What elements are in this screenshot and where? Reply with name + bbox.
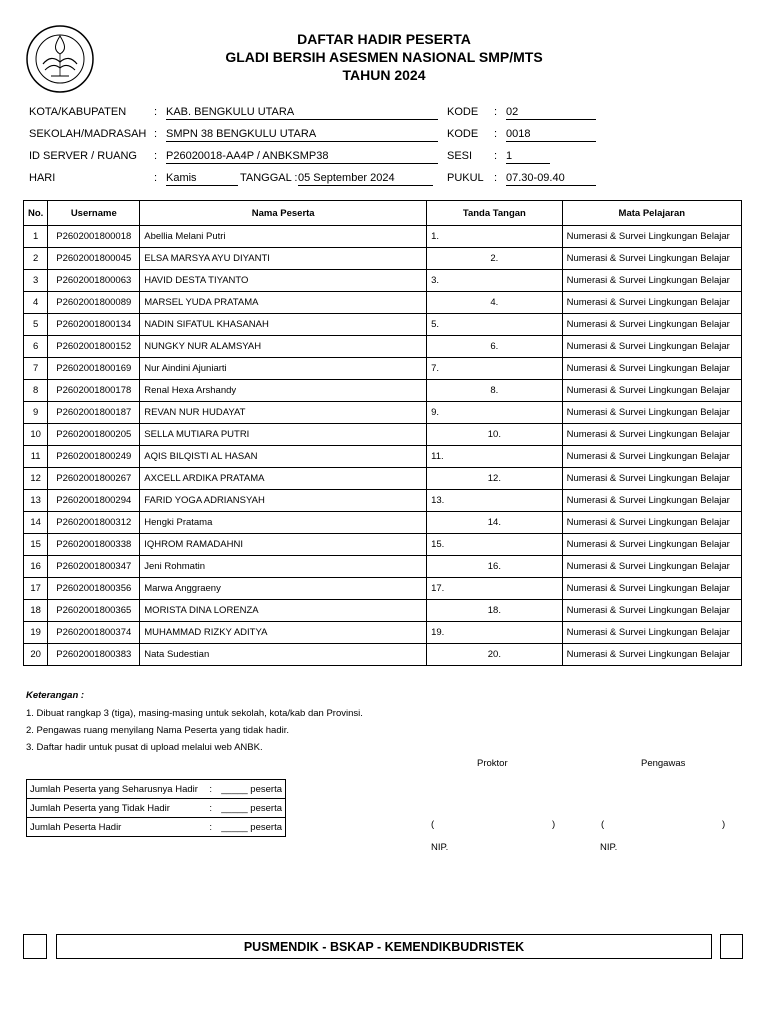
- summary-label: Jumlah Peserta yang Seharusnya Hadir: [27, 780, 207, 799]
- row-nama-peserta: NADIN SIFATUL KHASANAH: [140, 314, 427, 336]
- pengawas-label: Pengawas: [641, 758, 686, 769]
- row-mata-pelajaran: Numerasi & Survei Lingkungan Belajar: [562, 226, 741, 248]
- row-tanda-tangan: 2.: [427, 248, 563, 270]
- row-tanda-tangan: 1.: [427, 226, 563, 248]
- row-number: 15: [24, 534, 48, 556]
- table-row: [24, 578, 742, 600]
- tanggal-value: 05 September 2024: [298, 172, 433, 186]
- row-number: 10: [24, 424, 48, 446]
- row-nama-peserta: REVAN NUR HUDAYAT: [140, 402, 427, 424]
- summary-label: Jumlah Peserta Hadir: [27, 818, 207, 837]
- row-number: 8: [24, 380, 48, 402]
- header-username: Username: [48, 201, 140, 226]
- pukul-label: PUKUL: [447, 172, 484, 184]
- header-nama-peserta: Nama Peserta: [140, 201, 427, 226]
- row-username: P2602001800134: [48, 314, 140, 336]
- sesi-label: SESI: [447, 150, 473, 162]
- row-number: 4: [24, 292, 48, 314]
- row-nama-peserta: IQHROM RAMADAHNI: [140, 534, 427, 556]
- footer-banner: PUSMENDIK - BSKAP - KEMENDIKBUDRISTEK: [56, 934, 712, 959]
- hari-label: HARI: [29, 172, 56, 184]
- table-row: [24, 270, 742, 292]
- summary-value: _____ peserta: [218, 799, 285, 818]
- row-tanda-tangan: 6.: [427, 336, 563, 358]
- row-username: P2602001800383: [48, 644, 140, 666]
- row-mata-pelajaran: Numerasi & Survei Lingkungan Belajar: [562, 292, 741, 314]
- row-username: P2602001800338: [48, 534, 140, 556]
- colon: :: [494, 128, 498, 140]
- colon: :: [154, 150, 158, 162]
- row-username: P2602001800374: [48, 622, 140, 644]
- document-year: TAHUN 2024: [342, 67, 426, 83]
- summary-value: _____ peserta: [218, 818, 285, 837]
- row-number: 7: [24, 358, 48, 380]
- row-nama-peserta: Renal Hexa Arshandy: [140, 380, 427, 402]
- row-mata-pelajaran: Numerasi & Survei Lingkungan Belajar: [562, 270, 741, 292]
- note-item: 1. Dibuat rangkap 3 (tiga), masing-masing untuk sekolah, kota/kab dan Provinsi.: [26, 708, 363, 719]
- row-tanda-tangan: 17.: [427, 578, 563, 600]
- row-mata-pelajaran: Numerasi & Survei Lingkungan Belajar: [562, 380, 741, 402]
- row-nama-peserta: NUNGKY NUR ALAMSYAH: [140, 336, 427, 358]
- row-tanda-tangan: 18.: [427, 600, 563, 622]
- row-username: P2602001800152: [48, 336, 140, 358]
- row-tanda-tangan: 10.: [427, 424, 563, 446]
- row-mata-pelajaran: Numerasi & Survei Lingkungan Belajar: [562, 446, 741, 468]
- colon: :: [154, 172, 158, 184]
- row-username: P2602001800063: [48, 270, 140, 292]
- kode1-value: 02: [506, 106, 596, 120]
- header-tanda-tangan: Tanda Tangan: [427, 201, 563, 226]
- row-number: 17: [24, 578, 48, 600]
- row-nama-peserta: SELLA MUTIARA PUTRI: [140, 424, 427, 446]
- document-title: DAFTAR HADIR PESERTA: [297, 31, 471, 47]
- kode2-label: KODE: [447, 128, 479, 140]
- row-username: P2602001800312: [48, 512, 140, 534]
- row-username: P2602001800178: [48, 380, 140, 402]
- summary-value: _____ peserta: [218, 780, 285, 799]
- hari-value: Kamis: [166, 172, 238, 186]
- row-nama-peserta: HAVID DESTA TIYANTO: [140, 270, 427, 292]
- proktor-name-close: ): [552, 819, 556, 830]
- row-nama-peserta: AQIS BILQISTI AL HASAN: [140, 446, 427, 468]
- row-username: P2602001800089: [48, 292, 140, 314]
- footer-right-box: [720, 934, 743, 959]
- row-username: P2602001800169: [48, 358, 140, 380]
- row-number: 1: [24, 226, 48, 248]
- sekolah-label: SEKOLAH/MADRASAH: [29, 128, 147, 140]
- colon: :: [206, 818, 218, 837]
- row-mata-pelajaran: Numerasi & Survei Lingkungan Belajar: [562, 490, 741, 512]
- table-row: [24, 534, 742, 556]
- colon: :: [154, 128, 158, 140]
- notes-title: Keterangan :: [26, 690, 85, 701]
- note-item: 2. Pengawas ruang menyilang Nama Peserta yang tidak hadir.: [26, 725, 289, 736]
- row-nama-peserta: Hengki Pratama: [140, 512, 427, 534]
- pukul-value: 07.30-09.40: [506, 172, 596, 186]
- row-tanda-tangan: 12.: [427, 468, 563, 490]
- summary-box: [26, 779, 286, 837]
- row-tanda-tangan: 13.: [427, 490, 563, 512]
- table-row: [24, 600, 742, 622]
- footer-left-box: [23, 934, 47, 959]
- table-row: [24, 358, 742, 380]
- document-subtitle: GLADI BERSIH ASESMEN NASIONAL SMP/MTS: [225, 49, 543, 65]
- row-nama-peserta: MORISTA DINA LORENZA: [140, 600, 427, 622]
- row-mata-pelajaran: Numerasi & Survei Lingkungan Belajar: [562, 644, 741, 666]
- row-tanda-tangan: 4.: [427, 292, 563, 314]
- pengawas-name-close: ): [722, 819, 726, 830]
- table-row: [24, 402, 742, 424]
- header-mata-pelajaran: Mata Pelajaran: [562, 201, 741, 226]
- row-tanda-tangan: 20.: [427, 644, 563, 666]
- pengawas-name-open: (: [601, 819, 605, 830]
- row-nama-peserta: MARSEL YUDA PRATAMA: [140, 292, 427, 314]
- table-row: [24, 556, 742, 578]
- row-tanda-tangan: 16.: [427, 556, 563, 578]
- pengawas-nip: NIP.: [600, 842, 618, 853]
- row-number: 5: [24, 314, 48, 336]
- colon: :: [206, 799, 218, 818]
- row-tanda-tangan: 9.: [427, 402, 563, 424]
- row-mata-pelajaran: Numerasi & Survei Lingkungan Belajar: [562, 248, 741, 270]
- row-tanda-tangan: 11.: [427, 446, 563, 468]
- row-mata-pelajaran: Numerasi & Survei Lingkungan Belajar: [562, 512, 741, 534]
- note-item: 3. Daftar hadir untuk pusat di upload melalui web ANBK.: [26, 742, 263, 753]
- row-tanda-tangan: 15.: [427, 534, 563, 556]
- row-number: 18: [24, 600, 48, 622]
- row-username: P2602001800365: [48, 600, 140, 622]
- row-mata-pelajaran: Numerasi & Survei Lingkungan Belajar: [562, 600, 741, 622]
- row-mata-pelajaran: Numerasi & Survei Lingkungan Belajar: [562, 534, 741, 556]
- kode1-label: KODE: [447, 106, 479, 118]
- row-nama-peserta: Nur Aindini Ajuniarti: [140, 358, 427, 380]
- table-row: [24, 490, 742, 512]
- row-username: P2602001800045: [48, 248, 140, 270]
- row-username: P2602001800187: [48, 402, 140, 424]
- row-number: 2: [24, 248, 48, 270]
- row-mata-pelajaran: Numerasi & Survei Lingkungan Belajar: [562, 556, 741, 578]
- table-row: [24, 292, 742, 314]
- row-username: P2602001800267: [48, 468, 140, 490]
- proktor-nip: NIP.: [431, 842, 449, 853]
- row-number: 6: [24, 336, 48, 358]
- table-row: [24, 644, 742, 666]
- row-tanda-tangan: 5.: [427, 314, 563, 336]
- row-username: P2602001800347: [48, 556, 140, 578]
- kota-value: KAB. BENGKULU UTARA: [166, 106, 438, 120]
- tanggal-label: TANGGAL :: [240, 172, 298, 184]
- row-tanda-tangan: 8.: [427, 380, 563, 402]
- kota-label: KOTA/KABUPATEN: [29, 106, 127, 118]
- row-username: P2602001800356: [48, 578, 140, 600]
- row-number: 16: [24, 556, 48, 578]
- row-number: 12: [24, 468, 48, 490]
- attendance-table: [23, 200, 742, 666]
- row-mata-pelajaran: Numerasi & Survei Lingkungan Belajar: [562, 424, 741, 446]
- row-nama-peserta: MUHAMMAD RIZKY ADITYA: [140, 622, 427, 644]
- row-mata-pelajaran: Numerasi & Survei Lingkungan Belajar: [562, 336, 741, 358]
- row-nama-peserta: Nata Sudestian: [140, 644, 427, 666]
- colon: :: [494, 172, 498, 184]
- row-mata-pelajaran: Numerasi & Survei Lingkungan Belajar: [562, 402, 741, 424]
- row-mata-pelajaran: Numerasi & Survei Lingkungan Belajar: [562, 314, 741, 336]
- row-number: 11: [24, 446, 48, 468]
- table-row: [24, 314, 742, 336]
- row-number: 14: [24, 512, 48, 534]
- colon: :: [494, 106, 498, 118]
- table-row: [24, 446, 742, 468]
- proktor-label: Proktor: [477, 758, 508, 769]
- row-nama-peserta: Marwa Anggraeny: [140, 578, 427, 600]
- row-username: P2602001800294: [48, 490, 140, 512]
- table-row: [24, 468, 742, 490]
- row-mata-pelajaran: Numerasi & Survei Lingkungan Belajar: [562, 622, 741, 644]
- row-tanda-tangan: 3.: [427, 270, 563, 292]
- summary-row: [27, 818, 286, 837]
- row-mata-pelajaran: Numerasi & Survei Lingkungan Belajar: [562, 578, 741, 600]
- summary-row: [27, 780, 286, 799]
- row-nama-peserta: ELSA MARSYA AYU DIYANTI: [140, 248, 427, 270]
- row-number: 20: [24, 644, 48, 666]
- row-username: P2602001800018: [48, 226, 140, 248]
- row-tanda-tangan: 14.: [427, 512, 563, 534]
- colon: :: [154, 106, 158, 118]
- table-row: [24, 512, 742, 534]
- server-label: ID SERVER / RUANG: [29, 150, 137, 162]
- row-mata-pelajaran: Numerasi & Survei Lingkungan Belajar: [562, 358, 741, 380]
- header-no: No.: [24, 201, 48, 226]
- row-nama-peserta: Jeni Rohmatin: [140, 556, 427, 578]
- row-number: 3: [24, 270, 48, 292]
- summary-label: Jumlah Peserta yang Tidak Hadir: [27, 799, 207, 818]
- table-row: [24, 380, 742, 402]
- sesi-value: 1: [506, 150, 550, 164]
- server-value: P26020018-AA4P / ANBKSMP38: [166, 150, 438, 164]
- table-row: [24, 336, 742, 358]
- row-number: 19: [24, 622, 48, 644]
- row-number: 9: [24, 402, 48, 424]
- colon: :: [494, 150, 498, 162]
- row-nama-peserta: AXCELL ARDIKA PRATAMA: [140, 468, 427, 490]
- sekolah-value: SMPN 38 BENGKULU UTARA: [166, 128, 438, 142]
- table-row: [24, 248, 742, 270]
- table-row: [24, 622, 742, 644]
- table-header-row: [24, 201, 742, 226]
- colon: :: [206, 780, 218, 799]
- row-nama-peserta: FARID YOGA ADRIANSYAH: [140, 490, 427, 512]
- row-mata-pelajaran: Numerasi & Survei Lingkungan Belajar: [562, 468, 741, 490]
- proktor-name-open: (: [431, 819, 435, 830]
- table-row: [24, 424, 742, 446]
- row-username: P2602001800205: [48, 424, 140, 446]
- row-username: P2602001800249: [48, 446, 140, 468]
- summary-row: [27, 799, 286, 818]
- row-nama-peserta: Abellia Melani Putri: [140, 226, 427, 248]
- table-row: [24, 226, 742, 248]
- tut-wuri-handayani-logo: [25, 24, 95, 94]
- row-tanda-tangan: 7.: [427, 358, 563, 380]
- row-number: 13: [24, 490, 48, 512]
- kode2-value: 0018: [506, 128, 596, 142]
- row-tanda-tangan: 19.: [427, 622, 563, 644]
